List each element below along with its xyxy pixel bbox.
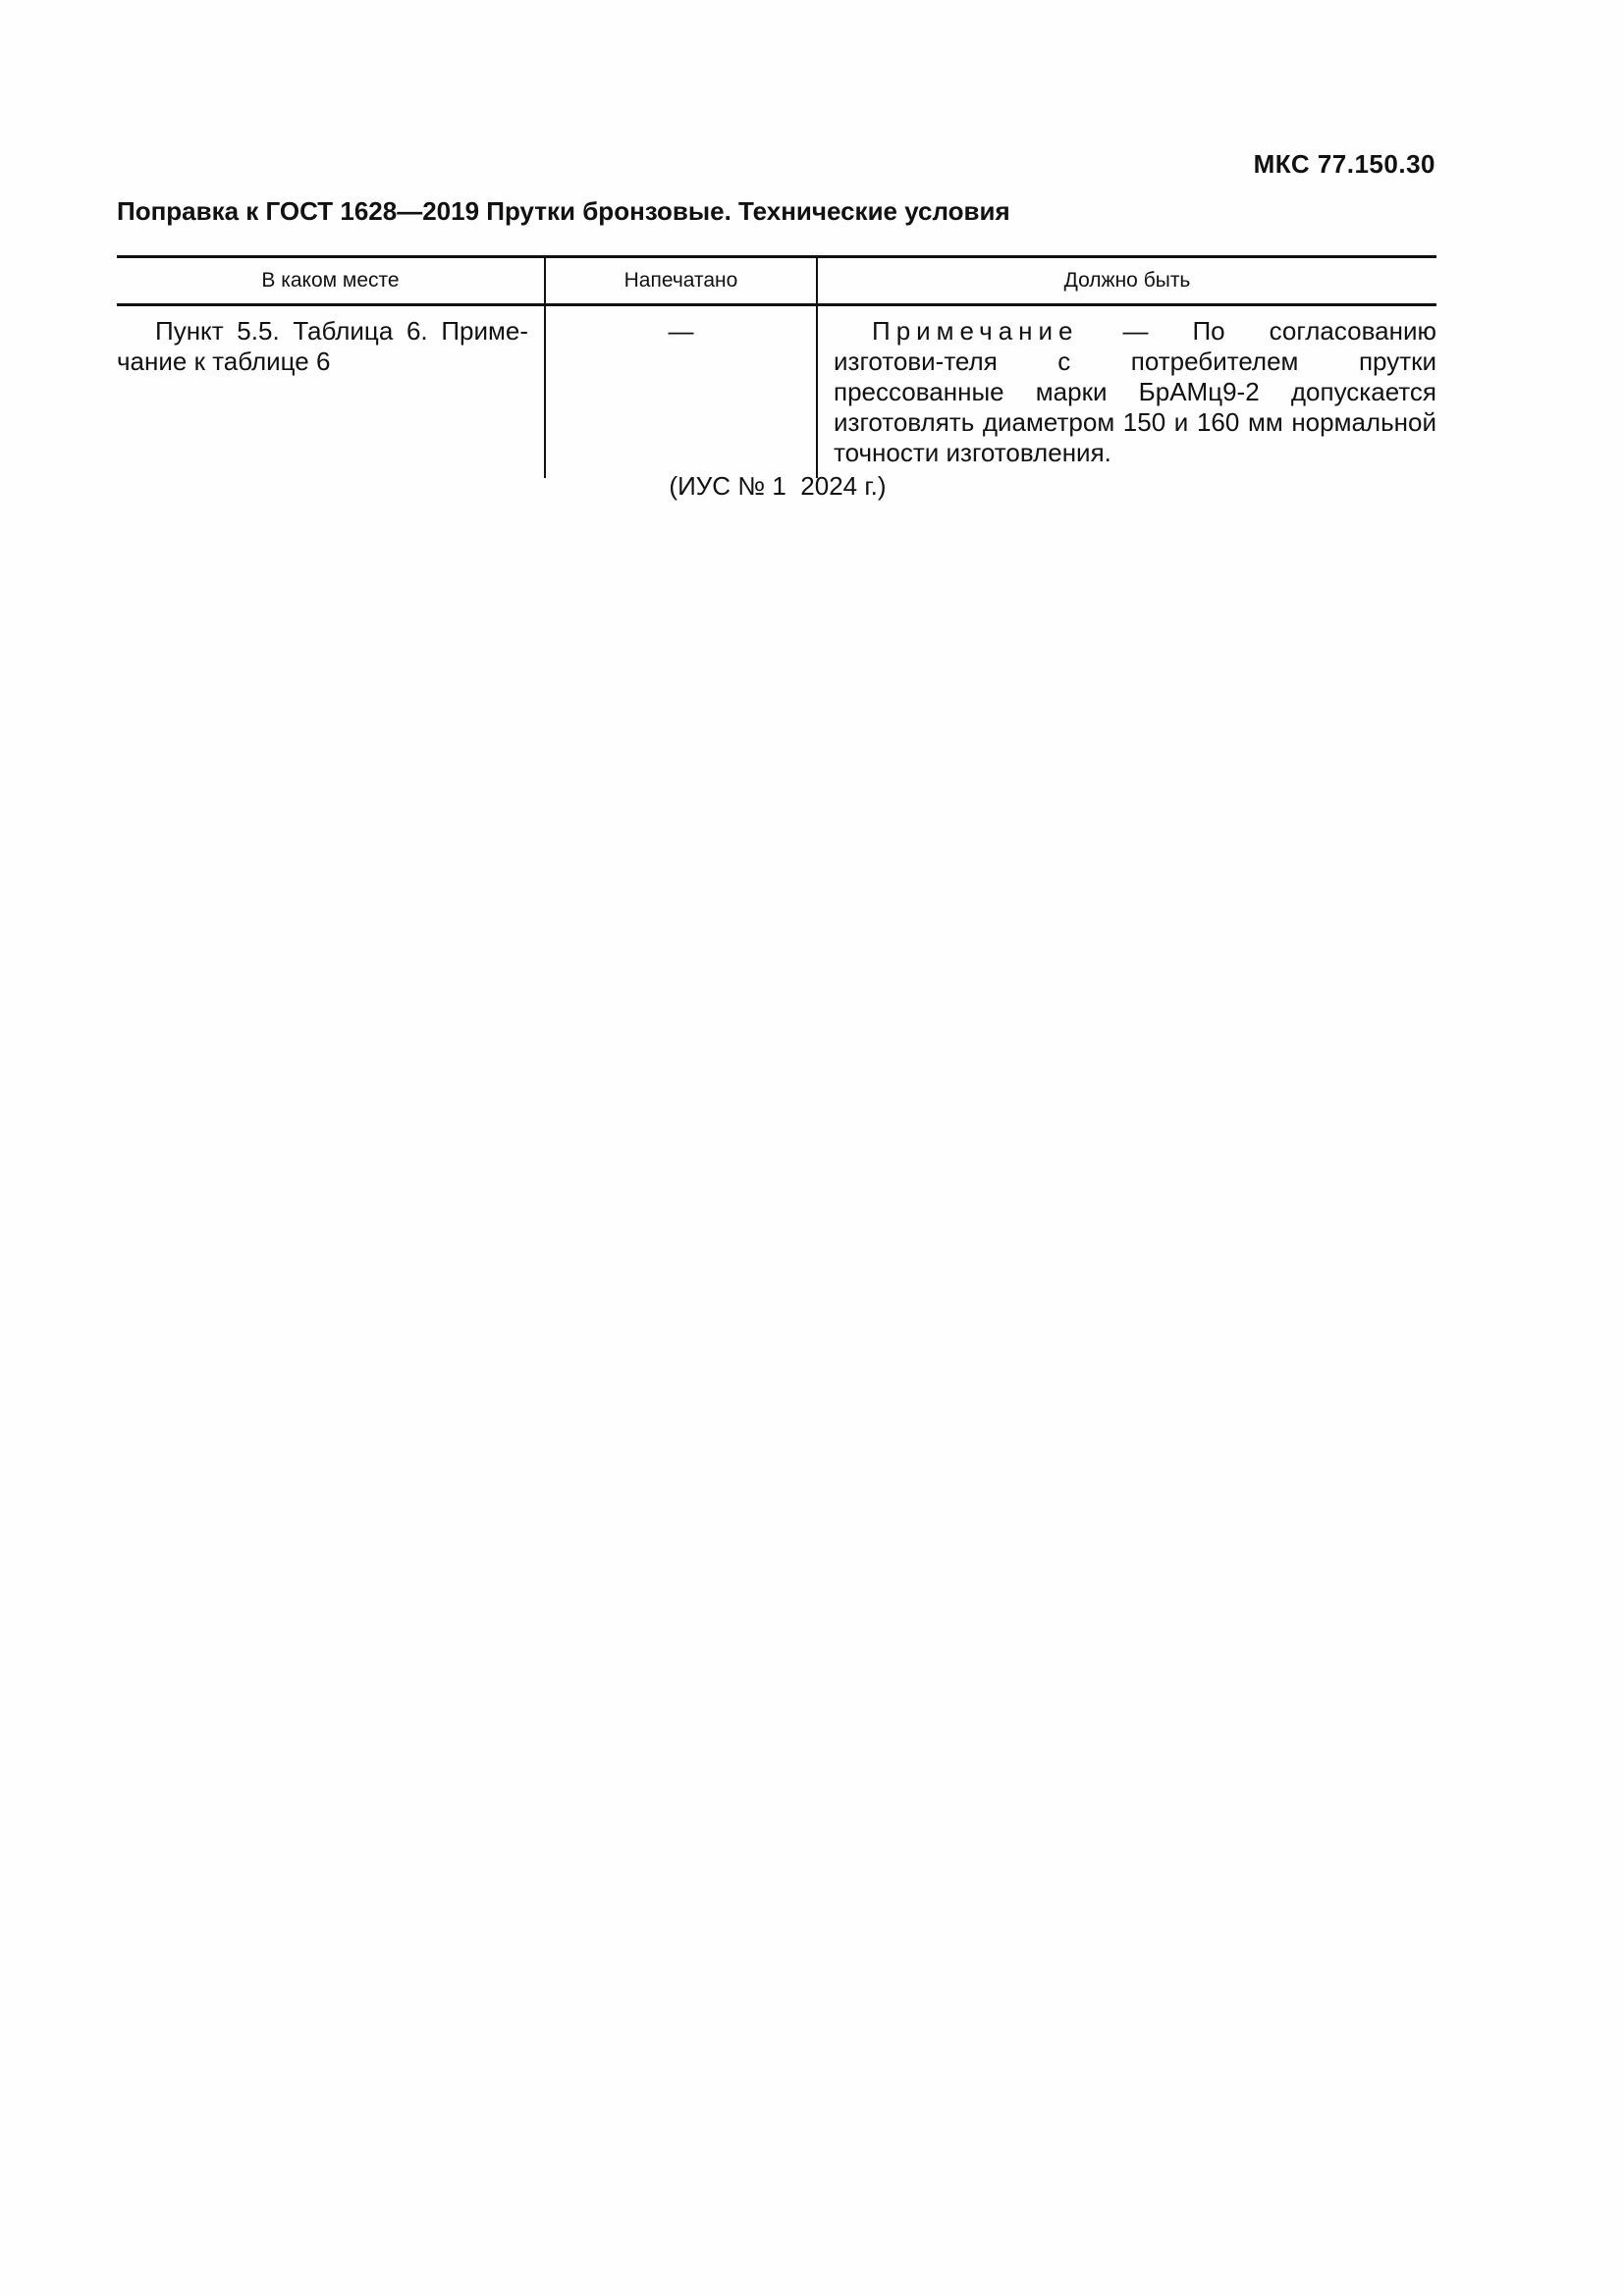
table-row [117, 305, 1436, 479]
document-title: Поправка к ГОСТ 1628—2019 Прутки бронзовые. Технические условия [117, 196, 1010, 226]
table-header [117, 257, 1436, 305]
issue-reference: (ИУС № 1 2024 г.) [669, 471, 887, 501]
amendment-table [117, 255, 1436, 478]
note-label: Примечание [872, 316, 1079, 346]
classification-code: МКС 77.150.30 [1253, 149, 1435, 179]
column-header-should-be: Должно быть [817, 257, 1436, 305]
cell-should-be [817, 305, 1436, 479]
cell-printed: — [545, 305, 817, 479]
header-row [117, 257, 1436, 305]
column-header-printed: Напечатано [545, 257, 817, 305]
cell-where: Пункт 5.5. Таблица 6. Приме-чание к таблице 6 [117, 316, 528, 376]
note-text: — По согласованию изготови-теля с потребителем прутки прессованные марки БрАМц9-2 допускается изготовлять диаметром 150 и 160 мм нормальной точности изготовления. [834, 316, 1436, 467]
table-body [117, 305, 1436, 479]
column-header-where: В каком месте [261, 269, 400, 292]
